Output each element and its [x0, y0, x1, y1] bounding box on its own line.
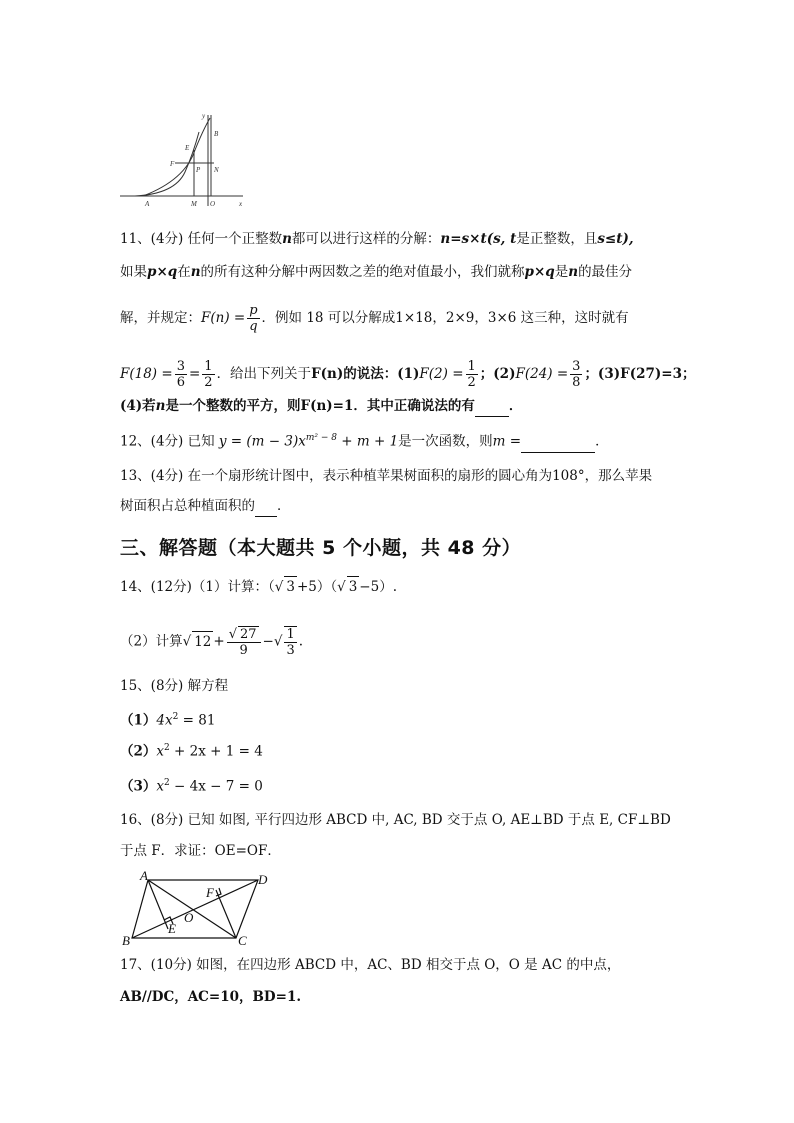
segment-AE [148, 880, 168, 929]
q11-line-1: 11、(4分) 任何一个正整数n都可以进行这样的分解：n=s×t(s, t是正整数，且s≤t), [120, 231, 634, 247]
answer-blank-q13[interactable] [255, 496, 277, 517]
label-O: O [184, 910, 194, 925]
label-E: E [168, 921, 176, 936]
q15-part-2: $(2)x^2 + 2x + 1 = 4$ [120, 743, 263, 760]
fraction-p-over-q: $\frac{p}{q}$ [249, 303, 258, 334]
q11-line-2: 如果p×q在n的所有这种分解中两因数之差的绝对值最小，我们就称p×q是n的最佳分 [120, 264, 633, 280]
q11-line-5: (4)若n是一个整数的平方，则F(n)=1．其中正确说法的有 ． [120, 396, 522, 417]
q13-line-1: 13、(4分) 在一个扇形统计图中，表示种植苹果树面积的扇形的圆心角为108°，那么苹果 [120, 468, 653, 484]
label-D: D [258, 872, 268, 887]
q16-line-1: 16、(8分) 已知 如图, 平行四边形 ABCD 中, AC, BD 交于点 O, AE⊥BD 于点 E, CF⊥BD [120, 812, 671, 828]
section-3-heading: 三、解答题（本大题共 5 个小题，共 48 分） [120, 537, 522, 559]
parallelogram-figure [118, 870, 273, 948]
curve-right [143, 118, 210, 196]
q15-part-1: $(1)4x^2 = 81$ [120, 712, 216, 729]
q17-line-1: 17、(10分) 如图，在四边形 ABCD 中，AC、BD 相交于点 O，O 是 AC 的中点， [120, 957, 621, 973]
q11-line-4: F(18) = $\frac{3}{6}$ = $\frac{1}{2}$ ．给出下列关于F(n)的说法：(1)F(2) = $\frac{1}{2}$ ；(2)F(24) = $\frac{3}{8}$ ；(3)F(27)=3； [120, 359, 696, 390]
curve-left [135, 132, 199, 196]
q13-line-2: 树面积占总种植面积的 ． [120, 496, 291, 517]
function-graph-figure [115, 110, 250, 210]
answer-blank-q11[interactable] [475, 396, 509, 417]
label-A: A [140, 870, 148, 883]
label-N: N [214, 166, 219, 174]
q17-line-2: AB//DC，AC=10，BD=1. [120, 989, 302, 1005]
fraction-3-6: $\frac{3}{6}$ [176, 359, 185, 390]
q14-line-1: 14、(12分)（1）计算：（√ 3 +5）（√ 3 −5）. [120, 576, 397, 597]
q16-line-2: 于点 F．求证：OE=OF． [120, 843, 281, 859]
fraction-1-3: $\frac{1}{3}$ [286, 627, 295, 658]
fraction-sqrt27-9: $\frac{√ 27}{9}$ [227, 626, 261, 658]
label-B: B [214, 130, 219, 138]
label-E: E [185, 144, 190, 152]
label-A: A [145, 200, 150, 208]
label-x: x [239, 200, 243, 208]
label-F: F [170, 160, 175, 168]
label-M: M [191, 200, 197, 208]
label-F: F [206, 885, 214, 900]
label-C: C [238, 933, 247, 948]
q14-line-2: （2）计算√ 12 + $\frac{√ 27}{9}$ −√ $\frac{1}{3}$ . [120, 627, 304, 658]
q15-part-3: $(3)x^2 - 4x - 7 = 0$ [120, 778, 263, 795]
answer-blank-q12[interactable] [521, 432, 595, 453]
label-B: B [122, 933, 130, 948]
fraction-1-2: $\frac{1}{2}$ [204, 359, 213, 390]
q12-line: 12、(4分) 已知 $y = (m - 3)x^{m^2 - 8} + m + 1$是一次函数，则m = ． [120, 428, 609, 453]
label-y: y [202, 112, 206, 120]
q11-line-3: 解，并规定：F(n) = $\frac{p}{q}$ ．例如 18 可以分解成1×18，2×9，3×6 这三种，这时就有 [120, 303, 629, 334]
q15-title: 15、(8分) 解方程 [120, 678, 229, 694]
label-O: O [210, 200, 216, 208]
fraction-f24: $\frac{3}{8}$ [572, 359, 581, 390]
diagonal-AC [148, 880, 236, 938]
label-P: P [196, 166, 201, 174]
fraction-f2: $\frac{1}{2}$ [467, 359, 476, 390]
